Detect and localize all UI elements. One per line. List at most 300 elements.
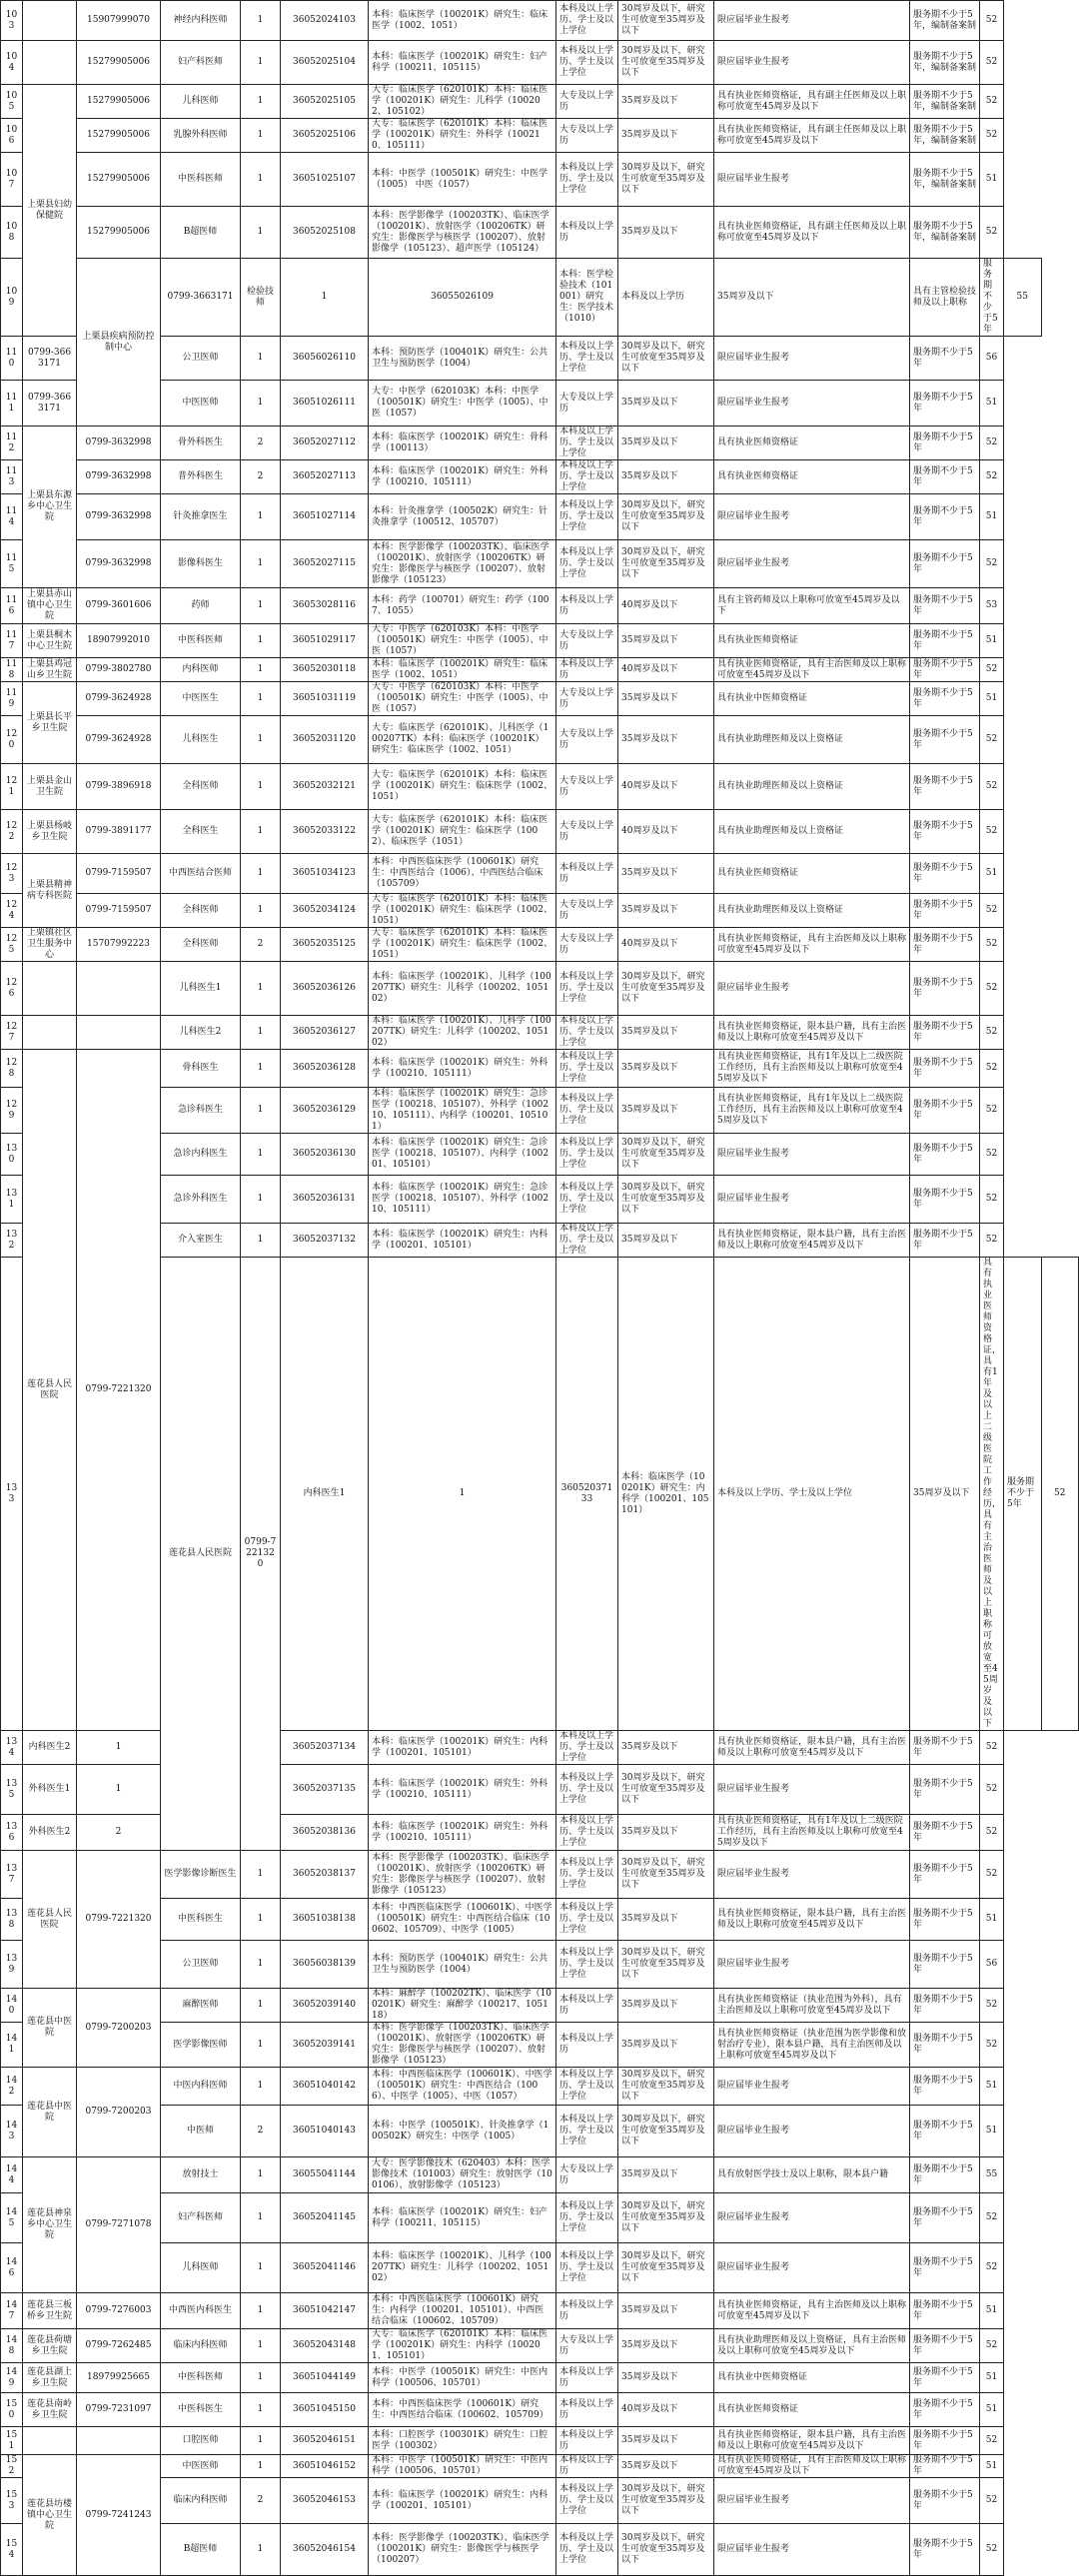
headcount-cell: 1 xyxy=(241,2524,281,2576)
education-cell: 本科及以上学历、学士及以上学位 xyxy=(556,41,618,85)
remark-cell: 服务期不少于5年 xyxy=(980,259,1004,337)
table-row xyxy=(1,624,1079,658)
major-requirement-cell: 本科：临床医学（100201K）研究生：急诊医学（100218、105107）、外科学（100210、105111）、内科学（100201、105101） xyxy=(369,1088,556,1134)
age-cell: 40周岁及以下 xyxy=(618,810,714,854)
row-number-cell: 151 xyxy=(1,2427,23,2455)
major-requirement-cell: 本科：临床医学（100201K）研究生：骨科学（100113） xyxy=(369,427,556,460)
phone-cell xyxy=(77,2427,161,2455)
post-code-cell: 36052027113 xyxy=(281,460,369,494)
post-code-cell: 36052046151 xyxy=(281,2427,369,2455)
age-cell: 35周岁及以下 xyxy=(618,2363,714,2393)
headcount-cell: 1 xyxy=(241,962,281,1016)
row-number-cell: 142 xyxy=(1,2068,23,2106)
other-condition-cell: 具有执业医师资格证，具有主治医师及以上职称可放宽至45周岁及以下 xyxy=(714,2455,910,2478)
post-code-cell: 36052037135 xyxy=(281,1765,369,1815)
category-code-cell: 52 xyxy=(980,460,1004,494)
other-condition-cell: 具有执业医师资格证 xyxy=(714,854,910,894)
other-condition-cell: 限应届毕业生报考 xyxy=(714,1765,910,1815)
post-name-cell: 放射技士 xyxy=(161,2157,241,2193)
headcount-cell: 1 xyxy=(241,2393,281,2427)
post-code-cell: 36052025104 xyxy=(281,41,369,85)
remark-cell: 服务期不少于5年 xyxy=(910,381,980,427)
major-requirement-cell: 本科：临床医学（100201K）研究生：妇产科学（100211、105115） xyxy=(369,2193,556,2243)
remark-cell: 服务期不少于5年 xyxy=(910,764,980,810)
post-name-cell: 内科医生1 xyxy=(281,1258,369,1731)
unit-name-cell: 上栗县鸡冠山乡卫生院 xyxy=(23,658,77,682)
post-name-cell: 中医科医师 xyxy=(161,2363,241,2393)
row-number-cell: 125 xyxy=(1,928,23,962)
age-cell: 35周岁及以下 xyxy=(618,1224,714,1258)
post-name-cell: 儿科医师 xyxy=(161,85,241,119)
major-requirement-cell: 本科：临床医学（100201K）研究生：临床医学（1002、1051） xyxy=(369,658,556,682)
row-number-cell: 105 xyxy=(1,85,23,119)
category-code-cell: 51 xyxy=(980,2363,1004,2393)
age-cell: 35周岁及以下 xyxy=(618,624,714,658)
table-row xyxy=(1,810,1079,854)
remark-cell: 服务期不少于5年 xyxy=(910,427,980,460)
remark-cell: 服务期不少于5年 xyxy=(910,460,980,494)
major-requirement-cell: 本科：中医学（100501K）研究生：中医内科学（100506、105701） xyxy=(369,2363,556,2393)
phone-cell: 18979925665 xyxy=(77,2363,161,2393)
age-cell: 35周岁及以下 xyxy=(618,460,714,494)
remark-cell: 服务期不少于5年 xyxy=(910,1765,980,1815)
row-number-cell: 146 xyxy=(1,2243,23,2293)
post-code-cell: 36051026111 xyxy=(281,381,369,427)
table-body xyxy=(1,1,1079,2576)
age-cell: 40周岁及以下 xyxy=(618,658,714,682)
headcount-cell: 1 xyxy=(241,810,281,854)
post-name-cell: 中医科医师 xyxy=(161,153,241,207)
education-cell: 大专及以上学历 xyxy=(556,894,618,928)
remark-cell: 服务期不少于5年 xyxy=(910,1899,980,1941)
category-code-cell: 52 xyxy=(980,658,1004,682)
education-cell: 本科及以上学历 xyxy=(556,2023,618,2068)
phone-cell: 15279905006 xyxy=(77,207,161,259)
row-number-cell: 139 xyxy=(1,1941,23,1989)
phone-cell: 0799-3601606 xyxy=(77,588,161,624)
row-number-cell: 153 xyxy=(1,2478,23,2524)
unit-name-cell xyxy=(23,962,77,1016)
other-condition-cell: 具有执业助理医师及以上资格证 xyxy=(714,716,910,764)
age-cell: 30周岁及以下，研究生可放宽至35周岁及以下 xyxy=(618,2243,714,2293)
row-number-cell: 138 xyxy=(1,1899,23,1941)
post-code-cell: 36052037133 xyxy=(556,1258,618,1731)
remark-cell: 服务期不少于5年，编制备案制 xyxy=(910,207,980,259)
unit-name-cell: 上栗镇社区卫生服务中心 xyxy=(23,928,77,962)
education-cell: 本科及以上学历 xyxy=(556,2293,618,2329)
post-code-cell: 36055041144 xyxy=(281,2157,369,2193)
major-requirement-cell: 本科：临床医学（100201K）研究生：急诊医学（100218、105107）、内科学（100201、105101） xyxy=(369,1134,556,1176)
category-code-cell: 52 xyxy=(980,207,1004,259)
row-number-cell: 141 xyxy=(1,2023,23,2068)
category-code-cell: 52 xyxy=(980,810,1004,854)
category-code-cell: 52 xyxy=(980,540,1004,588)
education-cell: 大专及以上学历 xyxy=(556,2329,618,2363)
major-requirement-cell: 本科：药学（100701）研究生：药学（1007、1055） xyxy=(369,588,556,624)
phone-cell: 0799-7221320 xyxy=(77,1851,161,1989)
age-cell: 40周岁及以下 xyxy=(618,928,714,962)
age-cell: 40周岁及以下 xyxy=(618,2393,714,2427)
unit-name-cell: 上栗县桐木中心卫生院 xyxy=(23,624,77,658)
row-number-cell: 114 xyxy=(1,494,23,540)
remark-cell: 服务期不少于5年，编制备案制 xyxy=(910,153,980,207)
education-cell: 本科及以上学历 xyxy=(556,854,618,894)
major-requirement-cell: 本科：中西医临床医学（100601K）研究生：内科学（100201、105101）、中西医结合临床（100602、105709） xyxy=(369,2293,556,2329)
remark-cell: 服务期不少于5年 xyxy=(1004,1258,1042,1731)
remark-cell: 服务期不少于5年 xyxy=(910,588,980,624)
phone-cell: 0799-3896918 xyxy=(77,764,161,810)
category-code-cell: 52 xyxy=(980,1134,1004,1176)
headcount-cell: 1 xyxy=(241,682,281,716)
major-requirement-cell: 大专：临床医学（620101K）本科：临床医学（100201K）研究生：临床医学（1002、1051） xyxy=(369,894,556,928)
other-condition-cell: 具有执业中医师资格证 xyxy=(714,2363,910,2393)
phone-cell: 0799-7200203 xyxy=(77,1989,161,2068)
other-condition-cell: 限应届毕业生报考 xyxy=(714,153,910,207)
post-code-cell: 36052041146 xyxy=(281,2243,369,2293)
post-code-cell: 36052037132 xyxy=(281,1224,369,1258)
age-cell: 35周岁及以下 xyxy=(618,2427,714,2455)
age-cell: 35周岁及以下 xyxy=(618,854,714,894)
education-cell: 本科及以上学历 xyxy=(556,588,618,624)
major-requirement-cell: 本科：口腔医学（100301K）研究生：口腔医学（100302） xyxy=(369,2427,556,2455)
remark-cell: 服务期不少于5年 xyxy=(910,1176,980,1224)
table-row xyxy=(1,2106,1079,2157)
other-condition-cell: 具有执业医师资格证，限本县户籍，具有主治医师及以上职称可放宽至45周岁及以下 xyxy=(714,1016,910,1050)
unit-name-cell xyxy=(23,1,77,41)
age-cell: 30周岁及以下，研究生可放宽至35周岁及以下 xyxy=(618,2478,714,2524)
major-requirement-cell: 本科：临床医学（100201K）、儿科学（100207TK）研究生：儿科学（100202、105102） xyxy=(369,2243,556,2293)
headcount-cell: 1 xyxy=(241,1016,281,1050)
headcount-cell: 1 xyxy=(241,1176,281,1224)
other-condition-cell: 限应届毕业生报考 xyxy=(714,381,910,427)
other-condition-cell: 限应届毕业生报考 xyxy=(714,962,910,1016)
category-code-cell: 52 xyxy=(980,716,1004,764)
table-row xyxy=(1,2363,1079,2393)
remark-cell: 服务期不少于5年 xyxy=(910,928,980,962)
age-cell: 35周岁及以下 xyxy=(618,427,714,460)
education-cell: 本科及以上学历、学士及以上学位 xyxy=(556,2068,618,2106)
age-cell: 30周岁及以下，研究生可放宽至35周岁及以下 xyxy=(618,1134,714,1176)
post-name-cell: 急诊外科医生 xyxy=(161,1176,241,1224)
post-name-cell: 介入室医生 xyxy=(161,1224,241,1258)
post-name-cell: 中西医内科医生 xyxy=(161,2293,241,2329)
post-name-cell: 儿科医生 xyxy=(161,716,241,764)
remark-cell: 服务期不少于5年 xyxy=(910,962,980,1016)
post-code-cell: 36053028116 xyxy=(281,588,369,624)
other-condition-cell: 具有执业助理医师及以上资格证 xyxy=(714,894,910,928)
major-requirement-cell: 本科：临床医学（100201K）研究生：妇产科学（100211、105115） xyxy=(369,41,556,85)
remark-cell: 服务期不少于5年 xyxy=(910,658,980,682)
phone-cell: 0799-7159507 xyxy=(77,894,161,928)
education-cell: 本科及以上学历、学士及以上学位 xyxy=(556,1765,618,1815)
education-cell: 本科及以上学历、学士及以上学位 xyxy=(556,1731,618,1765)
post-name-cell: 内科医师 xyxy=(161,658,241,682)
table-row xyxy=(1,2193,1079,2243)
remark-cell: 服务期不少于5年 xyxy=(910,2478,980,2524)
row-number-cell: 134 xyxy=(1,1731,23,1765)
category-code-cell: 51 xyxy=(980,494,1004,540)
row-number-cell: 115 xyxy=(1,540,23,588)
headcount-cell: 1 xyxy=(241,41,281,85)
category-code-cell: 53 xyxy=(980,588,1004,624)
table-row xyxy=(1,1851,1079,1899)
other-condition-cell: 限应届毕业生报考 xyxy=(714,540,910,588)
age-cell: 35周岁及以下 xyxy=(618,1731,714,1765)
major-requirement-cell: 本科：临床医学（100201K）研究生：临床医学（1002、1051） xyxy=(369,1,556,41)
table-row xyxy=(1,764,1079,810)
category-code-cell: 56 xyxy=(980,337,1004,381)
unit-name-cell: 上栗县金山卫生院 xyxy=(23,764,77,810)
phone-cell: 15707992223 xyxy=(77,928,161,962)
headcount-cell: 1 xyxy=(241,381,281,427)
education-cell: 本科及以上学历、学士及以上学位 xyxy=(556,1134,618,1176)
headcount-cell: 1 xyxy=(241,716,281,764)
major-requirement-cell: 本科：麻醉学（100202TK）、临床医学（100201K）研究生：麻醉学（100217、105118） xyxy=(369,1989,556,2023)
education-cell: 大专及以上学历 xyxy=(556,810,618,854)
unit-name-cell: 上栗县妇幼保健院 xyxy=(23,85,77,337)
headcount-cell: 1 xyxy=(77,1765,161,1815)
post-name-cell: 骨科医生 xyxy=(161,1050,241,1088)
major-requirement-cell: 本科：中西医临床医学（100601K）研究生：中西医结合临床（100602、105709） xyxy=(369,2393,556,2427)
major-requirement-cell: 大专：医学影像技术（620403）本科：医学影像技术（101003）研究生：放射医学（100106）、放射影像学（105123） xyxy=(369,2157,556,2193)
other-condition-cell: 具有主管药师及以上职称可放宽至45周岁及以下 xyxy=(714,588,910,624)
major-requirement-cell: 大专：临床医学（620101K）本科：临床医学（100201K）研究生：临床医学（1002、1051） xyxy=(369,928,556,962)
unit-name-cell xyxy=(23,2427,77,2455)
major-requirement-cell: 本科：临床医学（100201K）研究生：外科学（100210、105111） xyxy=(369,460,556,494)
major-requirement-cell: 本科：预防医学（100401K）研究生：公共卫生与预防医学（1004） xyxy=(369,337,556,381)
post-code-cell: 36052033122 xyxy=(281,810,369,854)
unit-name-cell: 莲花县湖上乡卫生院 xyxy=(23,2363,77,2393)
phone-cell: 15279905006 xyxy=(77,153,161,207)
category-code-cell: 52 xyxy=(980,962,1004,1016)
other-condition-cell: 具有放射医学技士及以上职称，限本县户籍 xyxy=(714,2157,910,2193)
other-condition-cell: 具有执业医师资格证，具有副主任医师及以上职称可放宽至45周岁及以下 xyxy=(714,119,910,153)
category-code-cell: 52 xyxy=(980,894,1004,928)
headcount-cell: 1 xyxy=(241,624,281,658)
headcount-cell: 1 xyxy=(241,119,281,153)
row-number-cell: 148 xyxy=(1,2329,23,2363)
education-cell: 本科及以上学历 xyxy=(556,2455,618,2478)
category-code-cell: 52 xyxy=(980,2243,1004,2293)
phone-cell: 0799-7159507 xyxy=(77,854,161,894)
table-row xyxy=(1,460,1079,494)
headcount-cell: 1 xyxy=(241,337,281,381)
education-cell: 本科及以上学历、学士及以上学位 xyxy=(556,1851,618,1899)
table-row xyxy=(1,1258,1079,1731)
category-code-cell: 52 xyxy=(980,1731,1004,1765)
age-cell: 30周岁及以下，研究生可放宽至35周岁及以下 xyxy=(618,540,714,588)
other-condition-cell: 具有执业医师资格证，具有主治医师及以上职称可放宽至45周岁及以下 xyxy=(714,2293,910,2329)
remark-cell: 服务期不少于5年 xyxy=(910,1088,980,1134)
remark-cell: 服务期不少于5年 xyxy=(910,540,980,588)
age-cell: 35周岁及以下 xyxy=(618,682,714,716)
row-number-cell: 140 xyxy=(1,1989,23,2023)
education-cell: 本科及以上学历、学士及以上学位 xyxy=(714,1258,910,1731)
post-code-cell: 36052030118 xyxy=(281,658,369,682)
table-row xyxy=(1,658,1079,682)
other-condition-cell: 具有执业医师资格证，具有主治医师及以上职称可放宽至45周岁及以下 xyxy=(714,928,910,962)
remark-cell: 服务期不少于5年 xyxy=(910,2393,980,2427)
phone-cell: 0799-3624928 xyxy=(77,682,161,716)
phone-cell xyxy=(77,1016,161,1050)
remark-cell: 服务期不少于5年 xyxy=(910,894,980,928)
post-name-cell: 外科医生2 xyxy=(23,1815,77,1851)
remark-cell: 服务期不少于5年 xyxy=(910,2455,980,2478)
table-row xyxy=(1,41,1079,85)
phone-cell: 0799-3663171 xyxy=(23,381,77,427)
post-code-cell: 36052032121 xyxy=(281,764,369,810)
table-row xyxy=(1,2478,1079,2524)
table-row xyxy=(1,682,1079,716)
other-condition-cell: 限应届毕业生报考 xyxy=(714,1,910,41)
unit-name-cell: 莲花县人民医院 xyxy=(23,1851,77,1989)
post-name-cell: 外科医生1 xyxy=(23,1765,77,1815)
post-name-cell: 急诊科医生 xyxy=(161,1088,241,1134)
post-code-cell: 36051044149 xyxy=(281,2363,369,2393)
headcount-cell: 1 xyxy=(241,2193,281,2243)
phone-cell: 0799-7241243 xyxy=(77,2455,161,2576)
row-number-cell: 119 xyxy=(1,682,23,716)
education-cell: 本科及以上学历、学士及以上学位 xyxy=(556,2478,618,2524)
category-code-cell: 51 xyxy=(980,2106,1004,2157)
major-requirement-cell: 大专：中医学（620103K）本科：中医学（100501K）研究生：中医学（1005）、中医（1057） xyxy=(369,624,556,658)
post-code-cell: 36052036126 xyxy=(281,962,369,1016)
category-code-cell: 52 xyxy=(980,2329,1004,2363)
major-requirement-cell: 本科：医学影像学（100203TK）、临床医学（100201K）、放射医学（100206TK）研究生：影像医学与核医学（100207）、放射影像学（105123） xyxy=(369,1851,556,1899)
post-name-cell: 中医科医生 xyxy=(161,1899,241,1941)
post-code-cell: 36052043148 xyxy=(281,2329,369,2363)
education-cell: 本科及以上学历、学士及以上学位 xyxy=(556,1176,618,1224)
post-code-cell: 36055026109 xyxy=(369,259,556,337)
phone-cell: 18907992010 xyxy=(77,624,161,658)
headcount-cell: 1 xyxy=(241,2243,281,2293)
age-cell: 40周岁及以下 xyxy=(618,764,714,810)
post-code-cell: 36051040142 xyxy=(281,2068,369,2106)
post-name-cell: 儿科医师 xyxy=(161,2243,241,2293)
category-code-cell: 52 xyxy=(980,1088,1004,1134)
table-row xyxy=(1,259,1079,337)
other-condition-cell: 具有执业医师资格证 xyxy=(714,460,910,494)
age-cell: 30周岁及以下，研究生可放宽至35周岁及以下 xyxy=(618,153,714,207)
category-code-cell: 52 xyxy=(980,427,1004,460)
age-cell: 35周岁及以下 xyxy=(618,2455,714,2478)
major-requirement-cell: 本科：临床医学（100201K）研究生：急诊医学（100218、105107）、外科学（100210、105111） xyxy=(369,1176,556,1224)
category-code-cell: 51 xyxy=(980,624,1004,658)
headcount-cell: 1 xyxy=(241,2293,281,2329)
row-number-cell: 133 xyxy=(1,1258,23,1731)
headcount-cell: 1 xyxy=(241,85,281,119)
post-code-cell: 36052031120 xyxy=(281,716,369,764)
post-name-cell: 全科医师 xyxy=(161,928,241,962)
headcount-cell: 2 xyxy=(241,928,281,962)
major-requirement-cell: 大专：临床医学（620101K）本科：临床医学（100201K）研究生：儿科学（100202、105102） xyxy=(369,85,556,119)
other-condition-cell: 具有执业医师资格证，限本县户籍，具有主治医师及以上职称可放宽至45周岁及以下 xyxy=(714,2427,910,2455)
category-code-cell: 51 xyxy=(980,1899,1004,1941)
education-cell: 本科及以上学历、学士及以上学位 xyxy=(556,494,618,540)
other-condition-cell: 限应届毕业生报考 xyxy=(714,1134,910,1176)
row-number-cell: 149 xyxy=(1,2363,23,2393)
headcount-cell: 1 xyxy=(77,1731,161,1765)
headcount-cell: 1 xyxy=(241,2023,281,2068)
other-condition-cell: 限应届毕业生报考 xyxy=(714,2193,910,2243)
post-name-cell: 针灸推拿医生 xyxy=(161,494,241,540)
education-cell: 大专及以上学历 xyxy=(556,624,618,658)
phone-cell: 15279905006 xyxy=(77,41,161,85)
headcount-cell: 2 xyxy=(241,2478,281,2524)
age-cell: 30周岁及以下，研究生可放宽至35周岁及以下 xyxy=(618,2106,714,2157)
education-cell: 本科及以上学历、学士及以上学位 xyxy=(556,1224,618,1258)
phone-cell: 0799-7231097 xyxy=(77,2393,161,2427)
other-condition-cell: 限应届毕业生报考 xyxy=(714,2243,910,2293)
education-cell: 本科及以上学历、学士及以上学位 xyxy=(556,2243,618,2293)
row-number-cell: 107 xyxy=(1,153,23,207)
remark-cell: 服务期不少于5年 xyxy=(910,2329,980,2363)
headcount-cell: 1 xyxy=(241,153,281,207)
table-row xyxy=(1,1,1079,41)
education-cell: 本科及以上学历、学士及以上学位 xyxy=(556,540,618,588)
remark-cell: 服务期不少于5年 xyxy=(910,2157,980,2193)
major-requirement-cell: 本科：中医学（100501K）研究生：中医内科学（100506、105701） xyxy=(369,2455,556,2478)
major-requirement-cell: 大专：临床医学（620101K）本科：临床医学（100201K）研究生：外科学（100210、105111） xyxy=(369,119,556,153)
phone-cell: 0799-7276003 xyxy=(77,2293,161,2329)
category-code-cell: 52 xyxy=(980,2427,1004,2455)
row-number-cell: 121 xyxy=(1,764,23,810)
major-requirement-cell: 本科：临床医学（100201K）、儿科学（100207TK）研究生：儿科学（100202、105102） xyxy=(369,962,556,1016)
other-condition-cell: 具有执业助理医师及以上资格证，具有主治医师及以上职称可放宽至45周岁及以下 xyxy=(714,2329,910,2363)
major-requirement-cell: 本科：临床医学（100201K）研究生：外科学（100210、105111） xyxy=(369,1765,556,1815)
headcount-cell: 1 xyxy=(241,2329,281,2363)
post-code-cell: 36051029117 xyxy=(281,624,369,658)
post-code-cell: 36052038137 xyxy=(281,1851,369,1899)
row-number-cell: 124 xyxy=(1,894,23,928)
category-code-cell: 51 xyxy=(980,2393,1004,2427)
category-code-cell: 52 xyxy=(980,1050,1004,1088)
post-name-cell: 中医科医生 xyxy=(161,2393,241,2427)
age-cell: 30周岁及以下，研究生可放宽至35周岁及以下 xyxy=(618,2193,714,2243)
major-requirement-cell: 大专：临床医学（620101K）本科：临床医学（100201K）研究生：临床医学（1002）、临床医学（1051） xyxy=(369,810,556,854)
remark-cell: 服务期不少于5年 xyxy=(910,716,980,764)
headcount-cell: 2 xyxy=(241,2106,281,2157)
post-name-cell: 影像科医生 xyxy=(161,540,241,588)
post-name-cell: 儿科医生2 xyxy=(161,1016,241,1050)
major-requirement-cell: 本科：医学检验技术（101001）研究生：医学技术（1010） xyxy=(556,259,618,337)
post-name-cell: 骨外科医生 xyxy=(161,427,241,460)
remark-cell: 服务期不少于5年 xyxy=(910,2068,980,2106)
post-name-cell: 中医科医师 xyxy=(161,624,241,658)
age-cell: 30周岁及以下，研究生可放宽至35周岁及以下 xyxy=(618,337,714,381)
category-code-cell: 55 xyxy=(980,2157,1004,2193)
table-row xyxy=(1,962,1079,1016)
unit-name-cell: 莲花县坊楼镇中心卫生院 xyxy=(23,2455,77,2576)
row-number-cell: 150 xyxy=(1,2393,23,2427)
post-name-cell: 中医师 xyxy=(161,2106,241,2157)
headcount-cell: 1 xyxy=(241,207,281,259)
education-cell: 本科及以上学历 xyxy=(556,2363,618,2393)
category-code-cell: 51 xyxy=(980,153,1004,207)
row-number-cell: 116 xyxy=(1,588,23,624)
phone-cell: 15907999070 xyxy=(77,1,161,41)
age-cell: 30周岁及以下，研究生可放宽至35周岁及以下 xyxy=(618,2068,714,2106)
unit-name-cell: 上栗县东源乡中心卫生院 xyxy=(23,427,77,588)
post-code-cell: 36051027114 xyxy=(281,494,369,540)
major-requirement-cell: 本科：医学影像学（100203TK）、临床医学（100201K）、放射医学（100206TK）研究生：影像医学与核医学（100207）、放射影像学（105123）、超声医学（105124） xyxy=(369,207,556,259)
phone-cell: 0799-7221320 xyxy=(241,1258,281,1851)
education-cell: 本科及以上学历、学士及以上学位 xyxy=(556,337,618,381)
table-row xyxy=(1,1134,1079,1176)
category-code-cell: 52 xyxy=(980,764,1004,810)
category-code-cell: 52 xyxy=(980,2524,1004,2576)
education-cell: 本科及以上学历、学士及以上学位 xyxy=(556,460,618,494)
